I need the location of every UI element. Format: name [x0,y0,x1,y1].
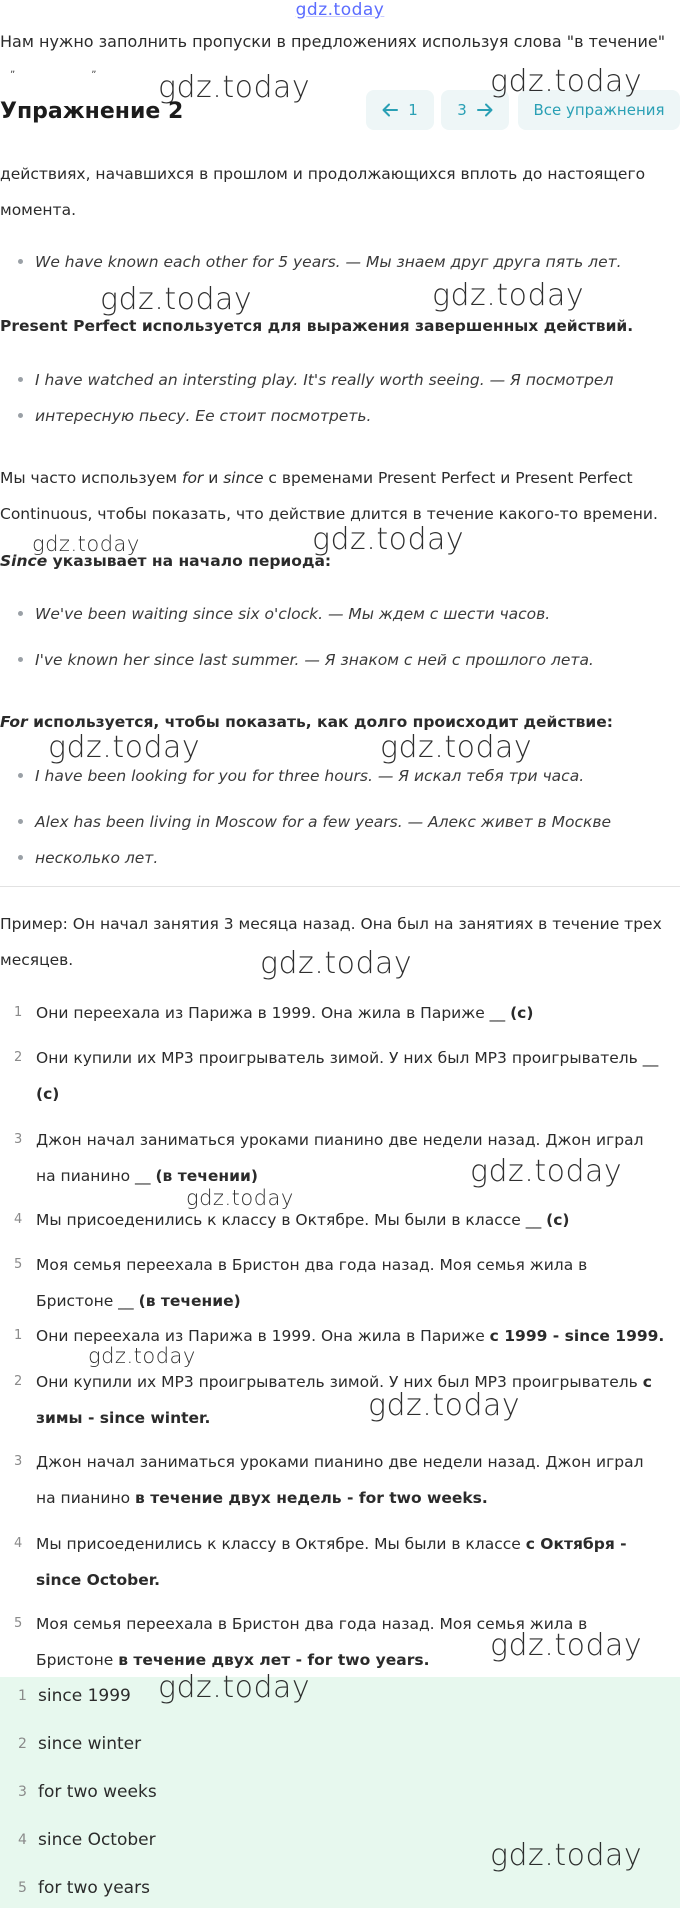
prev-exercise-label: 1 [408,101,418,119]
theory-paragraph: Present Perfect используется для выражения завершенных действий. [0,317,634,335]
answer-item [0,1672,680,1720]
answer-text: for two weeks [38,1782,157,1802]
task-item: 4 Мы присоеденились к классу в Октябре. Мы были в классе __ (с) [0,1200,680,1240]
example-bullet: I have been looking for you for three hours. — Я искал тебя три часа. [18,758,678,794]
example-bullet: I have watched an intersting play. It's really worth seeing. — Я посмотрел [18,362,678,398]
task-number: 2 [14,1050,23,1065]
example-bullet: I've known her since last summer. — Я знаком с ней с прошлого лета. [18,642,678,678]
next-exercise-label: 3 [457,101,467,119]
watermark: gdz.today [432,278,585,313]
quote-mark: „ [10,64,18,75]
watermark: gdz.today [186,1186,294,1210]
example-bullet: Alex has been living in Moscow for a few years. — Алекс живет в Москве [18,804,678,840]
task-number: 4 [14,1212,23,1227]
solution-item-continuation: since October. [36,1571,161,1589]
answer-number: 4 [18,1832,27,1848]
solution-item-continuation: Бристоне в течение двух лет - for two years. [36,1651,430,1669]
answer-text: for two years [38,1878,150,1898]
answer-number: 3 [18,1784,27,1800]
quote-mark: „ [91,64,99,75]
answer-text: since winter [38,1734,142,1754]
answer-text: since 1999 [38,1686,131,1706]
watermark: gdz.today [312,522,465,557]
answer-item [0,1768,680,1816]
divider [0,886,680,887]
task-number: 1 [14,1005,23,1020]
watermark: gdz.today [48,730,201,765]
task-number: 5 [14,1257,23,1272]
watermark: gdz.today [158,70,311,105]
example-paragraph: месяцев. [0,951,74,969]
site-logo[interactable]: gdz.today [295,0,385,20]
watermark: gdz.today [100,282,253,317]
answer-number: 2 [18,1736,27,1752]
task-item: 2 Они купили их MP3 проигрыватель зимой. У них был MP3 проигрыватель __ [0,1038,680,1078]
watermark: gdz.today [88,1344,196,1368]
task-number: 3 [14,1132,23,1147]
solution-number: 1 [14,1328,23,1343]
solution-item: 1 Они переехала из Парижа в 1999. Она жила в Париже с 1999 - since 1999. [0,1316,680,1356]
task-item: 1 Они переехала из Парижа в 1999. Она жила в Париже __ (с) [0,993,680,1033]
watermark: gdz.today [490,1838,643,1873]
question-text: Нам нужно заполнить пропуски в предложениях используя слова "в течение" [0,32,666,51]
answer-text: since October [38,1830,156,1850]
theory-paragraph: действиях, начавшихся в прошлом и продолжающихся вплоть до настоящего [0,165,646,183]
task-item-continuation: (с) [36,1085,60,1103]
solution-item: 3 Джон начал заниматься уроками пианино две недели назад. Джон играл [0,1442,680,1482]
all-exercises-label: Все упражнения [533,101,665,119]
theory-paragraph: Since указывает на начало периода: [0,552,332,570]
watermark: gdz.today [380,730,533,765]
example-bullet: We have known each other for 5 years. — Мы знаем друг друга пять лет. [18,244,678,280]
example-paragraph: Пример: Он начал занятия 3 месяца назад. Она был на занятиях в течение трех [0,915,662,933]
solution-number: 3 [14,1454,23,1469]
task-item-continuation: на пианино __ (в течении) [36,1167,258,1185]
watermark: gdz.today [32,532,140,556]
arrow-right-icon [477,103,493,117]
watermark: gdz.today [490,1628,643,1663]
task-item: 5 Моя семья переехала в Бристон два года назад. Моя семья жила в [0,1245,680,1285]
theory-paragraph: Continuous, чтобы показать, что действие длится в течение какого-то времени. [0,505,658,523]
quote-marks [10,64,172,75]
theory-paragraph: For используется, чтобы показать, как долго происходит действие: [0,713,613,731]
solution-item: 5 Моя семья переехала в Бристон два года назад. Моя семья жила в [0,1604,680,1644]
watermark: gdz.today [490,64,643,99]
example-bullet-continuation: несколько лет. [18,840,678,876]
theory-paragraph: Мы часто используем for и since с временами Present Perfect и Present Perfect [0,469,633,487]
exercise-title: Упражнение 2 [0,99,184,124]
answer-number: 1 [18,1688,27,1704]
arrow-left-icon [382,103,398,117]
watermark: gdz.today [368,1388,521,1423]
prev-exercise-button[interactable] [366,90,434,130]
answer-number: 5 [18,1880,27,1896]
solution-item: 2 Они купили их MP3 проигрыватель зимой. У них был MP3 проигрыватель с [0,1362,680,1402]
solution-number: 4 [14,1536,23,1551]
task-item: 3 Джон начал заниматься уроками пианино две недели назад. Джон играл [0,1120,680,1160]
answer-item [0,1720,680,1768]
example-bullet-continuation: интересную пьесу. Ее стоит посмотреть. [18,398,678,434]
solution-item-continuation: зимы - since winter. [36,1409,211,1427]
watermark: gdz.today [260,946,413,981]
task-item-continuation: Бристоне __ (в течение) [36,1292,241,1310]
watermark: gdz.today [470,1154,623,1189]
solution-number: 5 [14,1616,23,1631]
solution-number: 2 [14,1374,23,1389]
solution-item-continuation: на пианино в течение двух недель - for two weeks. [36,1489,488,1507]
solution-item: 4 Мы присоеденились к классу в Октябре. Мы были в классе с Октября - [0,1524,680,1564]
theory-paragraph: момента. [0,201,76,219]
watermark: gdz.today [158,1670,311,1705]
example-bullet: We've been waiting since six o'clock. — Мы ждем с шести часов. [18,596,678,632]
